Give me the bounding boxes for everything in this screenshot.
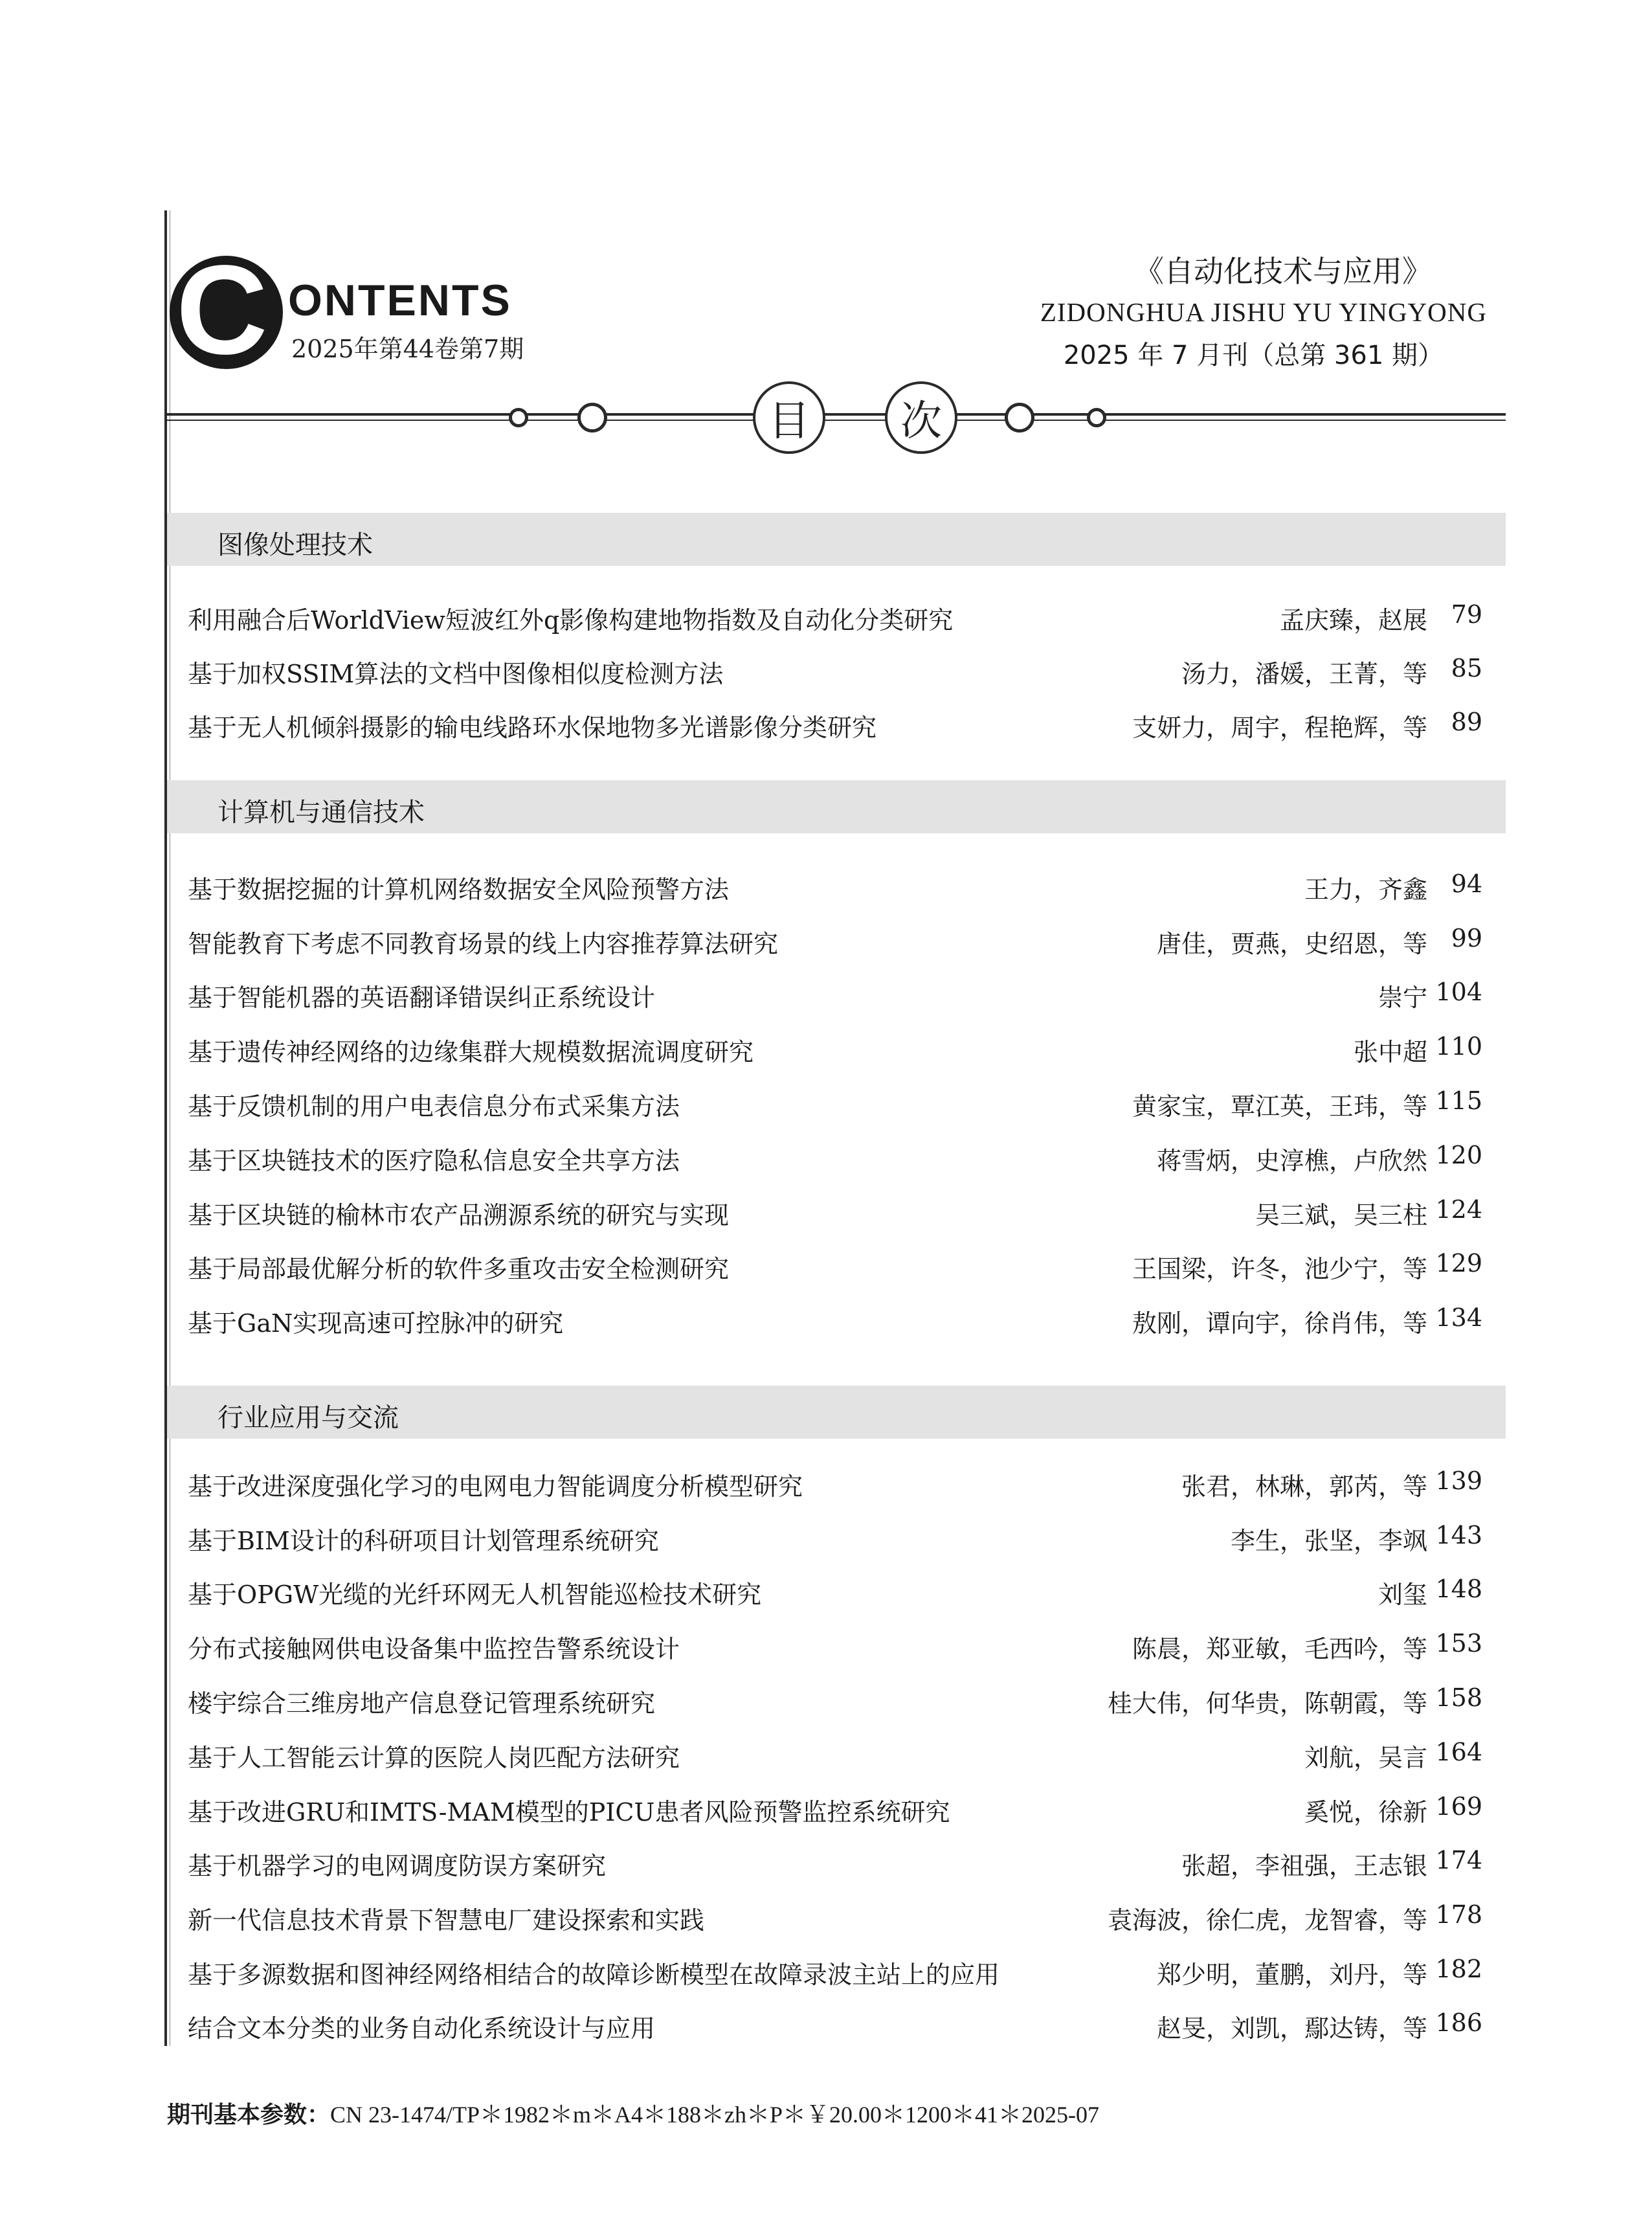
entry-authors: 桂大伟，何华贵，陈朝霞，等 <box>1107 1689 1427 1718</box>
entry-title: 基于改进深度强化学习的电网电力智能调度分析模型研究 <box>188 1472 803 1501</box>
entry-title: 基于智能机器的英语翻译错误纠正系统设计 <box>188 984 656 1012</box>
entry-page: 178 <box>1435 1900 1482 1929</box>
section-header <box>167 513 1506 566</box>
entry-authors: 李生，张坚，李飒 <box>1230 1527 1427 1555</box>
section-title: 行业应用与交流 <box>218 1403 399 1433</box>
toc-entry[interactable] <box>188 1683 1482 1722</box>
entry-title: 楼宇综合三维房地产信息登记管理系统研究 <box>188 1689 656 1718</box>
entry-authors: 蒋雪炳，史淳樵，卢欣然 <box>1156 1147 1427 1175</box>
toc-entry[interactable] <box>188 1955 1482 1994</box>
section-header <box>167 780 1506 833</box>
entry-page: 174 <box>1435 1846 1482 1874</box>
entry-page: 182 <box>1435 1955 1482 1983</box>
journal-pinyin: ZIDONGHUA JISHU YU YINGYONG <box>1040 297 1487 327</box>
entry-page: 169 <box>1435 1792 1482 1821</box>
entry-authors: 黄家宝，覃江英，王玮，等 <box>1132 1092 1427 1121</box>
ornament-char-mu: 目 <box>768 398 810 445</box>
entry-title: 基于无人机倾斜摄影的输电线路环水保地物多光谱影像分类研究 <box>188 714 877 742</box>
entry-page: 164 <box>1435 1738 1482 1766</box>
parameters-label: 期刊基本参数： <box>167 2102 331 2128</box>
entry-title: 基于GaN实现高速可控脉冲的研究 <box>188 1309 564 1338</box>
ornament-char-ring <box>753 381 825 454</box>
toc-entry[interactable] <box>188 1521 1482 1560</box>
entry-page: 129 <box>1435 1249 1482 1277</box>
ornament-ring <box>1005 403 1034 433</box>
toc-entry[interactable] <box>188 978 1482 1017</box>
toc-entry[interactable] <box>188 1086 1482 1125</box>
toc-entry[interactable] <box>188 1900 1482 1939</box>
entry-authors: 王国梁，许冬，池少宁，等 <box>1132 1255 1427 1283</box>
entry-page: 94 <box>1451 870 1482 898</box>
entry-title: 基于改进GRU和IMTS-MAM模型的PICU患者风险预警监控系统研究 <box>188 1798 950 1827</box>
entry-page: 139 <box>1435 1467 1482 1495</box>
contents-heading: ONTENTS <box>288 276 512 325</box>
entry-authors: 赵旻，刘凯，鄢达铸，等 <box>1156 2014 1427 2043</box>
entry-title: 基于区块链技术的医疗隐私信息安全共享方法 <box>188 1147 680 1175</box>
entry-authors: 奚悦，徐新 <box>1304 1798 1427 1827</box>
entry-title: 基于OPGW光缆的光纤环网无人机智能巡检技术研究 <box>188 1580 762 1609</box>
journal-parameters <box>167 2097 1099 2130</box>
entry-authors: 刘航，吴言 <box>1304 1744 1427 1772</box>
ornament-small-ring <box>509 408 528 427</box>
toc-entry[interactable] <box>188 870 1482 908</box>
toc-entry[interactable] <box>188 1195 1482 1234</box>
entry-page: 120 <box>1435 1141 1482 1169</box>
entry-page: 124 <box>1435 1195 1482 1224</box>
entry-title: 基于多源数据和图神经网络相结合的故障诊断模型在故障录波主站上的应用 <box>188 1961 1000 1989</box>
ornament-char-ring <box>885 381 957 454</box>
entry-authors: 陈晨，郑亚敏，毛西吟，等 <box>1132 1635 1427 1663</box>
entry-page: 148 <box>1435 1575 1482 1603</box>
ornament-rule <box>167 413 1506 416</box>
toc-entry[interactable] <box>188 654 1482 693</box>
section-title: 图像处理技术 <box>218 530 373 560</box>
toc-entry[interactable] <box>188 1629 1482 1668</box>
toc-entry[interactable] <box>188 1141 1482 1180</box>
entry-title: 基于反馈机制的用户电表信息分布式采集方法 <box>188 1092 680 1121</box>
entry-authors: 吴三斌，吴三柱 <box>1255 1201 1427 1230</box>
entry-authors: 刘玺 <box>1378 1580 1427 1609</box>
toc-entry[interactable] <box>188 924 1482 963</box>
ornament-char-ci: 次 <box>900 398 942 445</box>
toc-entry[interactable] <box>188 708 1482 747</box>
toc-entry[interactable] <box>188 2008 1482 2047</box>
toc-entry[interactable] <box>188 1792 1482 1831</box>
volume-issue: 2025年第44卷第7期 <box>291 335 524 363</box>
section-title: 计算机与通信技术 <box>218 798 425 827</box>
toc-entry[interactable] <box>188 1846 1482 1885</box>
ornament-ring <box>577 403 607 433</box>
journal-title: 《自动化技术与应用》 <box>1134 254 1432 289</box>
journal-issue: 2025 年 7 月刊（总第 361 期） <box>1063 341 1444 370</box>
entry-title: 基于数据挖掘的计算机网络数据安全风险预警方法 <box>188 875 730 904</box>
entry-title: 结合文本分类的业务自动化系统设计与应用 <box>188 2014 656 2043</box>
entry-authors: 敖刚，谭向宇，徐肖伟，等 <box>1132 1309 1427 1338</box>
toc-entry[interactable] <box>188 1032 1482 1071</box>
entry-page: 143 <box>1435 1521 1482 1549</box>
entry-page: 104 <box>1435 978 1482 1006</box>
toc-entry[interactable] <box>188 1303 1482 1342</box>
entry-page: 99 <box>1451 924 1482 952</box>
entry-page: 158 <box>1435 1683 1482 1712</box>
entry-authors: 崇宁 <box>1378 984 1427 1012</box>
entry-title: 基于区块链的榆林市农产品溯源系统的研究与实现 <box>188 1201 730 1230</box>
entry-page: 79 <box>1451 600 1482 629</box>
entry-title: 基于机器学习的电网调度防误方案研究 <box>188 1852 607 1880</box>
contents-logo <box>170 239 283 381</box>
entry-title: 智能教育下考虑不同教育场景的线上内容推荐算法研究 <box>188 930 779 958</box>
entry-title: 基于遗传神经网络的边缘集群大规模数据流调度研究 <box>188 1038 754 1066</box>
toc-entry[interactable] <box>188 600 1482 639</box>
entry-title: 基于加权SSIM算法的文档中图像相似度检测方法 <box>188 660 724 688</box>
entry-authors: 张中超 <box>1353 1038 1427 1066</box>
entry-title: 新一代信息技术背景下智慧电厂建设探索和实践 <box>188 1906 705 1935</box>
left-rule <box>164 210 167 2046</box>
entry-authors: 王力，齐鑫 <box>1304 875 1427 904</box>
entry-title: 基于人工智能云计算的医院人岗匹配方法研究 <box>188 1744 680 1772</box>
entry-page: 110 <box>1435 1032 1482 1061</box>
entry-authors: 张超，李祖强，王志银 <box>1181 1852 1427 1880</box>
entry-page: 153 <box>1435 1629 1482 1658</box>
entry-authors: 支妍力，周宇，程艳辉，等 <box>1132 714 1427 742</box>
entry-page: 85 <box>1451 654 1482 682</box>
entry-title: 基于局部最优解分析的软件多重攻击安全检测研究 <box>188 1255 730 1283</box>
toc-entry[interactable] <box>188 1467 1482 1505</box>
entry-authors: 孟庆臻，赵展 <box>1279 606 1427 635</box>
entry-page: 89 <box>1451 708 1482 736</box>
entry-authors: 袁海波，徐仁虎，龙智睿，等 <box>1107 1906 1427 1935</box>
entry-title: 利用融合后WorldView短波红外q影像构建地物指数及自动化分类研究 <box>188 606 954 635</box>
ornament-small-ring <box>1087 408 1106 427</box>
entry-authors: 张君，林琳，郭芮，等 <box>1181 1472 1427 1501</box>
ornament-rule-thin <box>167 420 1506 421</box>
entry-authors: 唐佳，贾燕，史绍恩，等 <box>1156 930 1427 958</box>
parameters-value: CN 23-1474/TP＊1982＊m＊A4＊188＊zh＊P＊￥20.00＊1200＊41＊2025-07 <box>330 2102 1100 2128</box>
toc-entry[interactable] <box>188 1575 1482 1613</box>
entry-title: 分布式接触网供电设备集中监控告警系统设计 <box>188 1635 680 1663</box>
toc-entry[interactable] <box>188 1249 1482 1288</box>
entry-page: 115 <box>1435 1086 1482 1115</box>
section-header <box>167 1386 1506 1439</box>
entry-page: 134 <box>1435 1303 1482 1332</box>
toc-entry[interactable] <box>188 1738 1482 1777</box>
logo-letter: C <box>176 239 268 381</box>
entry-authors: 汤力，潘媛，王菁，等 <box>1181 660 1427 688</box>
entry-authors: 郑少明，董鹏，刘丹，等 <box>1156 1961 1427 1989</box>
entry-title: 基于BIM设计的科研项目计划管理系统研究 <box>188 1527 659 1555</box>
entry-page: 186 <box>1435 2008 1482 2037</box>
